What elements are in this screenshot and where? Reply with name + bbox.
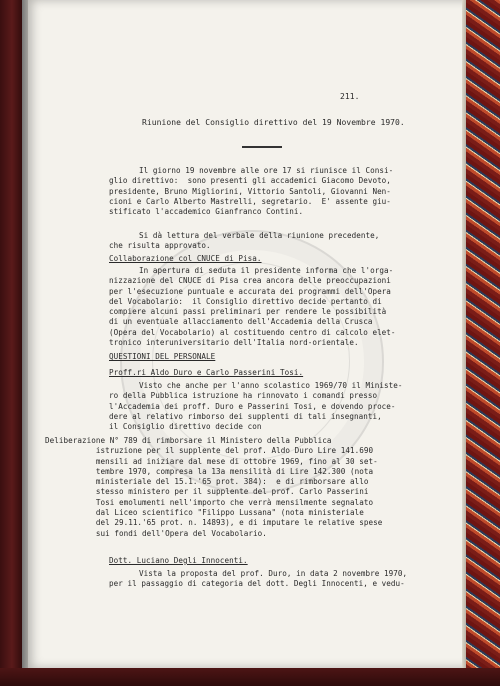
paragraph-verbale: Si dà lettura del verbale della riunione precedente, che risulta approvato.: [109, 231, 380, 251]
heading-cnuce: Collaborazione col CNUCE di Pisa.: [109, 254, 262, 263]
document-title: Riunione del Consiglio direttivo del 19 Novembre 1970.: [142, 118, 405, 127]
page-number: 211.: [340, 92, 360, 101]
paragraph-intro: Il giorno 19 novembre alle ore 17 si riunisce il Consi- glio direttivo: sono presenti gli accademici Giacomo Devoto, presidente, Bruno Migliorini, Vittorio Santoli, Giovanni Nen- cioni e Carlo Alberto Mastrelli, segretario. E' assente giu- stificato l'accademico Gianfranco Contini.: [109, 166, 394, 217]
paragraph-cnuce: In apertura di seduta il presidente informa che l'orga- nizzazione del CNUCE di Pisa crea ancora delle preoccupazioni per l'esecuzione puntuale e accurata dei programmi dell'Opera del Vocabolario: il Consiglio direttivo decide pertanto di compiere alcuni passi preliminari per rendere le possibilità di un eventuale allacciamento dell'Accademia della Crusca (Opera del Vocabolario) al costituendo centro di calcolo elet- tronico interuniversitario dell'Italia nord-orientale.: [109, 266, 396, 348]
paragraph-deliberazione: Deliberazione N° 789 di rimborsare il Ministero della Pubblica istruzione per il supplente del prof. Aldo Duro Lire 141.690 mensili ad iniziare dal mese di ottobre 1969, fino al 30 set- tembre 1970, compresa la 13a mensilità di Lire 142.300 (nota ministeriale del 15.1.'65 prot. 384): e di rimborsare allo stesso ministero per il supplente del prof. Carlo Passerini Tosi emolumenti nell'importo che verrà mensilmente segnalato dal Liceo scientifico "Filippo Lussana" (nota ministeriale del 29.11.'65 prot. n. 14893), e di imputare le relative spese sui fondi dell'Opera del Vocabolario.: [45, 436, 383, 538]
book-cover-left: [0, 0, 24, 686]
paragraph-duro: Visto che anche per l'anno scolastico 1969/70 il Ministe- ro della Pubblica istruzione ha rinnovato i comandi presso l'Accademia dei proff. Duro e Passerini Tosi, e dovendo proce- dere al relativo rimborso dei supplenti di tali insegnanti, il Consiglio direttivo decide con: [109, 381, 403, 432]
paragraph-degli-innocenti: Vista la proposta del prof. Duro, in data 2 novembre 1970, per il passaggio di categoria del dott. Degli Innocenti, e vedu-: [109, 569, 408, 589]
heading-personale: QUESTIONI DEL PERSONALE: [109, 352, 216, 361]
heading-degli-innocenti: Dott. Luciano Degli Innocenti.: [109, 556, 248, 565]
title-rule: [242, 146, 282, 148]
book-cover-bottom: [0, 668, 500, 686]
marbled-endpaper: [466, 0, 500, 686]
heading-duro-passerini: Proff.ri Aldo Duro e Carlo Passerini Tosi.: [109, 368, 304, 377]
